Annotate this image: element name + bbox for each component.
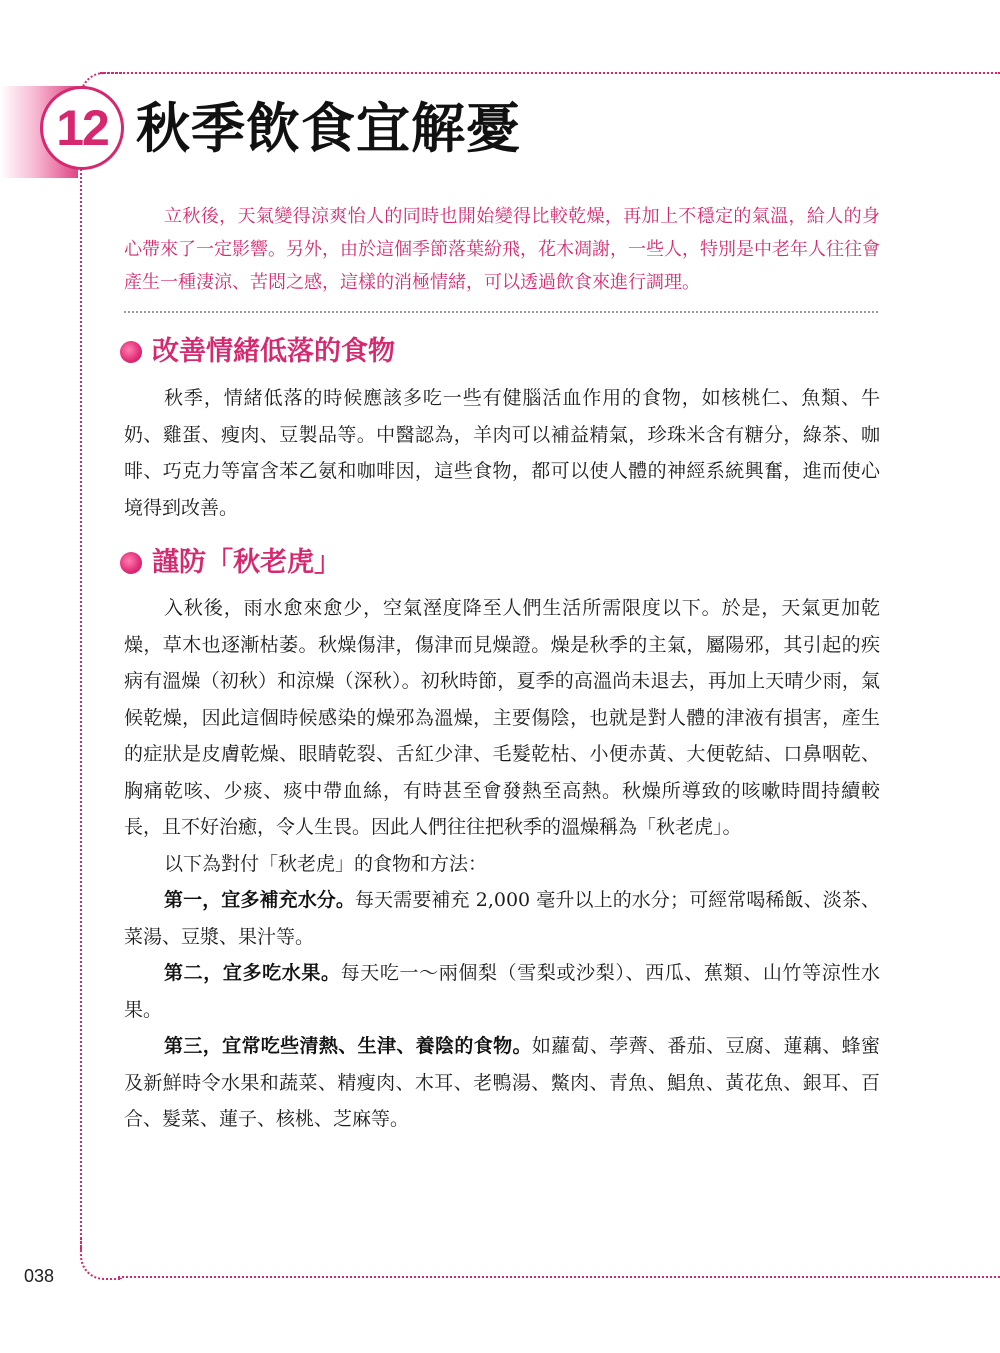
page-frame-bottom-corner xyxy=(80,1238,122,1280)
section-heading-2 xyxy=(120,543,341,583)
section-2-body xyxy=(124,590,880,1138)
tip-item-2-text: 每天吃一～兩個梨（雪梨或沙梨）、西瓜、蕉類、山竹等涼性水果。 xyxy=(124,962,880,1021)
section-2-paragraph-2: 以下為對付「秋老虎」的食物和方法： xyxy=(164,852,488,875)
section-1-paragraph: 秋季，情緒低落的時候應該多吃一些有健腦活血作用的食物，如核桃仁、魚類、牛奶、雞蛋、瘦肉、豆製品等。中醫認為，羊肉可以補益精氣，珍珠米含有糖分，綠茶、咖啡、巧克力等富含苯乙氨和咖啡因，這些食物，都可以使人體的神經系統興奮，進而使心境得到改善。 xyxy=(124,387,880,519)
section-heading-2-text: 謹防「秋老虎」 xyxy=(152,547,341,578)
bullet-icon xyxy=(120,552,142,574)
tip-item-1-text: 每天需要補充 2,000 毫升以上的水分；可經常喝稀飯、淡茶、菜湯、豆漿、果汁等。 xyxy=(124,889,880,948)
tip-item-3-title: 第三，宜常吃些清熱、生津、養陰的食物。 xyxy=(164,1035,532,1057)
section-heading-1-text: 改善情緒低落的食物 xyxy=(152,336,395,367)
section-2-paragraph-1: 入秋後，雨水愈來愈少，空氣溼度降至人們生活所需限度以下。於是，天氣更加乾燥，草木也逐漸枯萎。秋燥傷津，傷津而見燥證。燥是秋季的主氣，屬陽邪，其引起的疾病有溫燥（初秋）和涼燥（深秋）。初秋時節，夏季的高溫尚未退去，再加上天晴少雨，氣候乾燥，因此這個時候感染的燥邪為溫燥，主要傷陰，也就是對人體的津液有損害，產生的症狀是皮膚乾燥、眼睛乾裂、舌紅少津、毛髮乾枯、小便赤黃、大便乾結、口鼻咽乾、胸痛乾咳、少痰、痰中帶血絲，有時甚至會發熱至高熱。秋燥所導致的咳嗽時間持續較長，且不好治癒，令人生畏。因此人們往往把秋季的溫燥稱為「秋老虎」。 xyxy=(124,597,880,838)
intro-divider xyxy=(124,311,878,313)
tip-item-1-title: 第一，宜多補充水分。 xyxy=(164,889,356,911)
chapter-number: 12 xyxy=(56,100,108,156)
chapter-number-badge xyxy=(40,86,124,170)
page-frame-top xyxy=(100,72,1000,74)
tip-item-1 xyxy=(124,882,880,955)
section-1-body xyxy=(124,380,880,526)
tip-item-2-title: 第二，宜多吃水果。 xyxy=(164,962,341,984)
page-number: 038 xyxy=(24,1266,55,1286)
page-frame-bottom xyxy=(118,1276,1000,1278)
tip-item-3-text: 如蘿蔔、荸薺、番茄、豆腐、蓮藕、蜂蜜及新鮮時令水果和蔬菜、精瘦肉、木耳、老鴨湯、鱉肉、青魚、鯧魚、黃花魚、銀耳、百合、髮菜、蓮子、核桃、芝麻等。 xyxy=(124,1035,880,1130)
intro-paragraph: 立秋後，天氣變得涼爽怡人的同時也開始變得比較乾燥，再加上不穩定的氣溫，給人的身心帶來了一定影響。另外，由於這個季節落葉紛飛，花木凋謝，一些人，特別是中老年人往往會產生一種淒涼、苦悶之感，這樣的消極情緒，可以透過飲食來進行調理。 xyxy=(124,206,880,293)
section-heading-1 xyxy=(120,332,395,372)
tip-item-2 xyxy=(124,955,880,1028)
tip-item-3 xyxy=(124,1028,880,1138)
page-title: 秋季飲食宜解憂 xyxy=(136,97,521,160)
page-frame-left xyxy=(80,110,82,1250)
bullet-icon xyxy=(120,341,142,363)
